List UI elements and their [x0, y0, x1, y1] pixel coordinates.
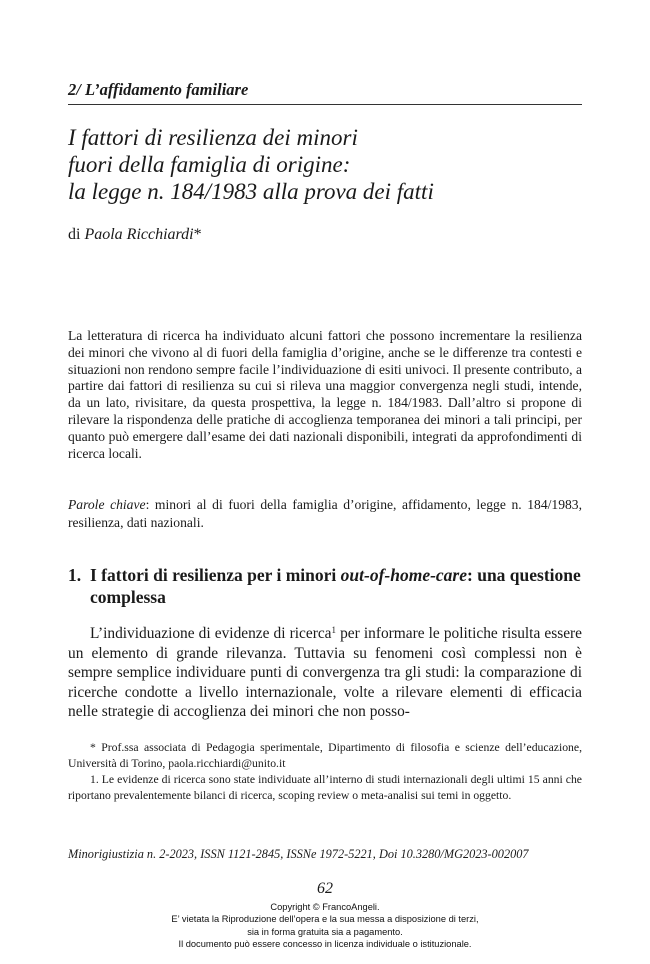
- section-title: I fattori di resilienza per i minori out-of-home-care: una questione complessa: [90, 565, 581, 607]
- title-line: I fattori di resilienza dei minori: [68, 125, 358, 150]
- author-name: Paola Ricchiardi: [84, 226, 194, 243]
- copyright-notice: [0, 901, 650, 951]
- header-rule: [68, 104, 582, 105]
- copyright-line: Il documento può essere concesso in licenza individuale o istituzionale.: [178, 939, 472, 950]
- section-number: 1.: [68, 565, 82, 585]
- abstract: La letteratura di ricerca ha individuato alcuni fattori che possono incrementare la resilienza dei minori che vivono al di fuori della famiglia d’origine, anche se le differenze tra contesti e situazioni non rendono sempre facile l’individuazione di esiti univoci. Il presente contributo, a partire dai fattori di resilienza su cui si rileva una maggior convergenza negli studi, intende, da un lato, rivisitare, da questa prospettiva, la legge n. 184/1983. Dall’altro si propone di rilevare la rispondenza delle pratiche di accoglienza temporanea dei minori a tali principi, per quanto può emergere dall’esame dei dati nazionali disponibili, integrati da approfondimenti di ricerca locali.: [68, 328, 582, 461]
- article-title: [68, 124, 582, 205]
- section-header: 2/ L’affidamento familiare: [68, 80, 249, 99]
- page-number: 62: [317, 880, 333, 897]
- keywords: [68, 496, 582, 531]
- keywords-text: : minori al di fuori della famiglia d’origine, affidamento, legge n. 184/1983, resilienza, dati nazionali.: [68, 497, 582, 530]
- copyright-line: sia in forma gratuita sia a pagamento.: [247, 926, 403, 937]
- keywords-label: Parole chiave: [68, 497, 146, 512]
- copyright-line: Copyright © FrancoAngeli.: [270, 902, 380, 912]
- footnote-1: 1. Le evidenze di ricerca sono state individuate all’interno di studi internazionali degli ultimi 15 anni che riportano prevalentemente bilanci di ricerca, scoping review o meta-analisi sui temi in oggetto.: [68, 773, 582, 802]
- copyright-line: E’ vietata la Riproduzione dell’opera e la sua messa a disposizione di terzi,: [171, 914, 479, 925]
- footnote-author: * Prof.ssa associata di Pedagogia sperimentale, Dipartimento di filosofia e scienze dell’educazione, Università di Torino, paola.ricchiardi@unito.it: [68, 741, 582, 770]
- footnote-ref[interactable]: 1: [331, 625, 336, 635]
- section-title-italic: out-of-home-care: [340, 565, 468, 585]
- body-paragraph: L’individuazione di evidenze di ricerca$^1$ per informare le politiche risulta essere un elemento di grande rilevanza. Tuttavia su fenomeni così complessi non è sempre semplice individuare punti di convergenza tra gli studi: la comparazione di ricerche condotte a livello internazionale, volte a rilevare elementi di efficacia nelle strategie di accoglienza dei minori che non posso-: [68, 625, 582, 721]
- title-line: la legge n. 184/1983 alla prova dei fatti: [68, 179, 434, 204]
- title-line: fuori della famiglia di origine:: [68, 152, 351, 177]
- byline: [68, 226, 582, 244]
- author-footnote-mark: *: [193, 226, 202, 243]
- byline-prefix: di: [68, 226, 85, 243]
- section-heading: [68, 564, 582, 608]
- journal-citation: Minorigiustizia n. 2-2023, ISSN 1121-2845, ISSNe 1972-5221, Doi 10.3280/MG2023-002007: [68, 847, 529, 861]
